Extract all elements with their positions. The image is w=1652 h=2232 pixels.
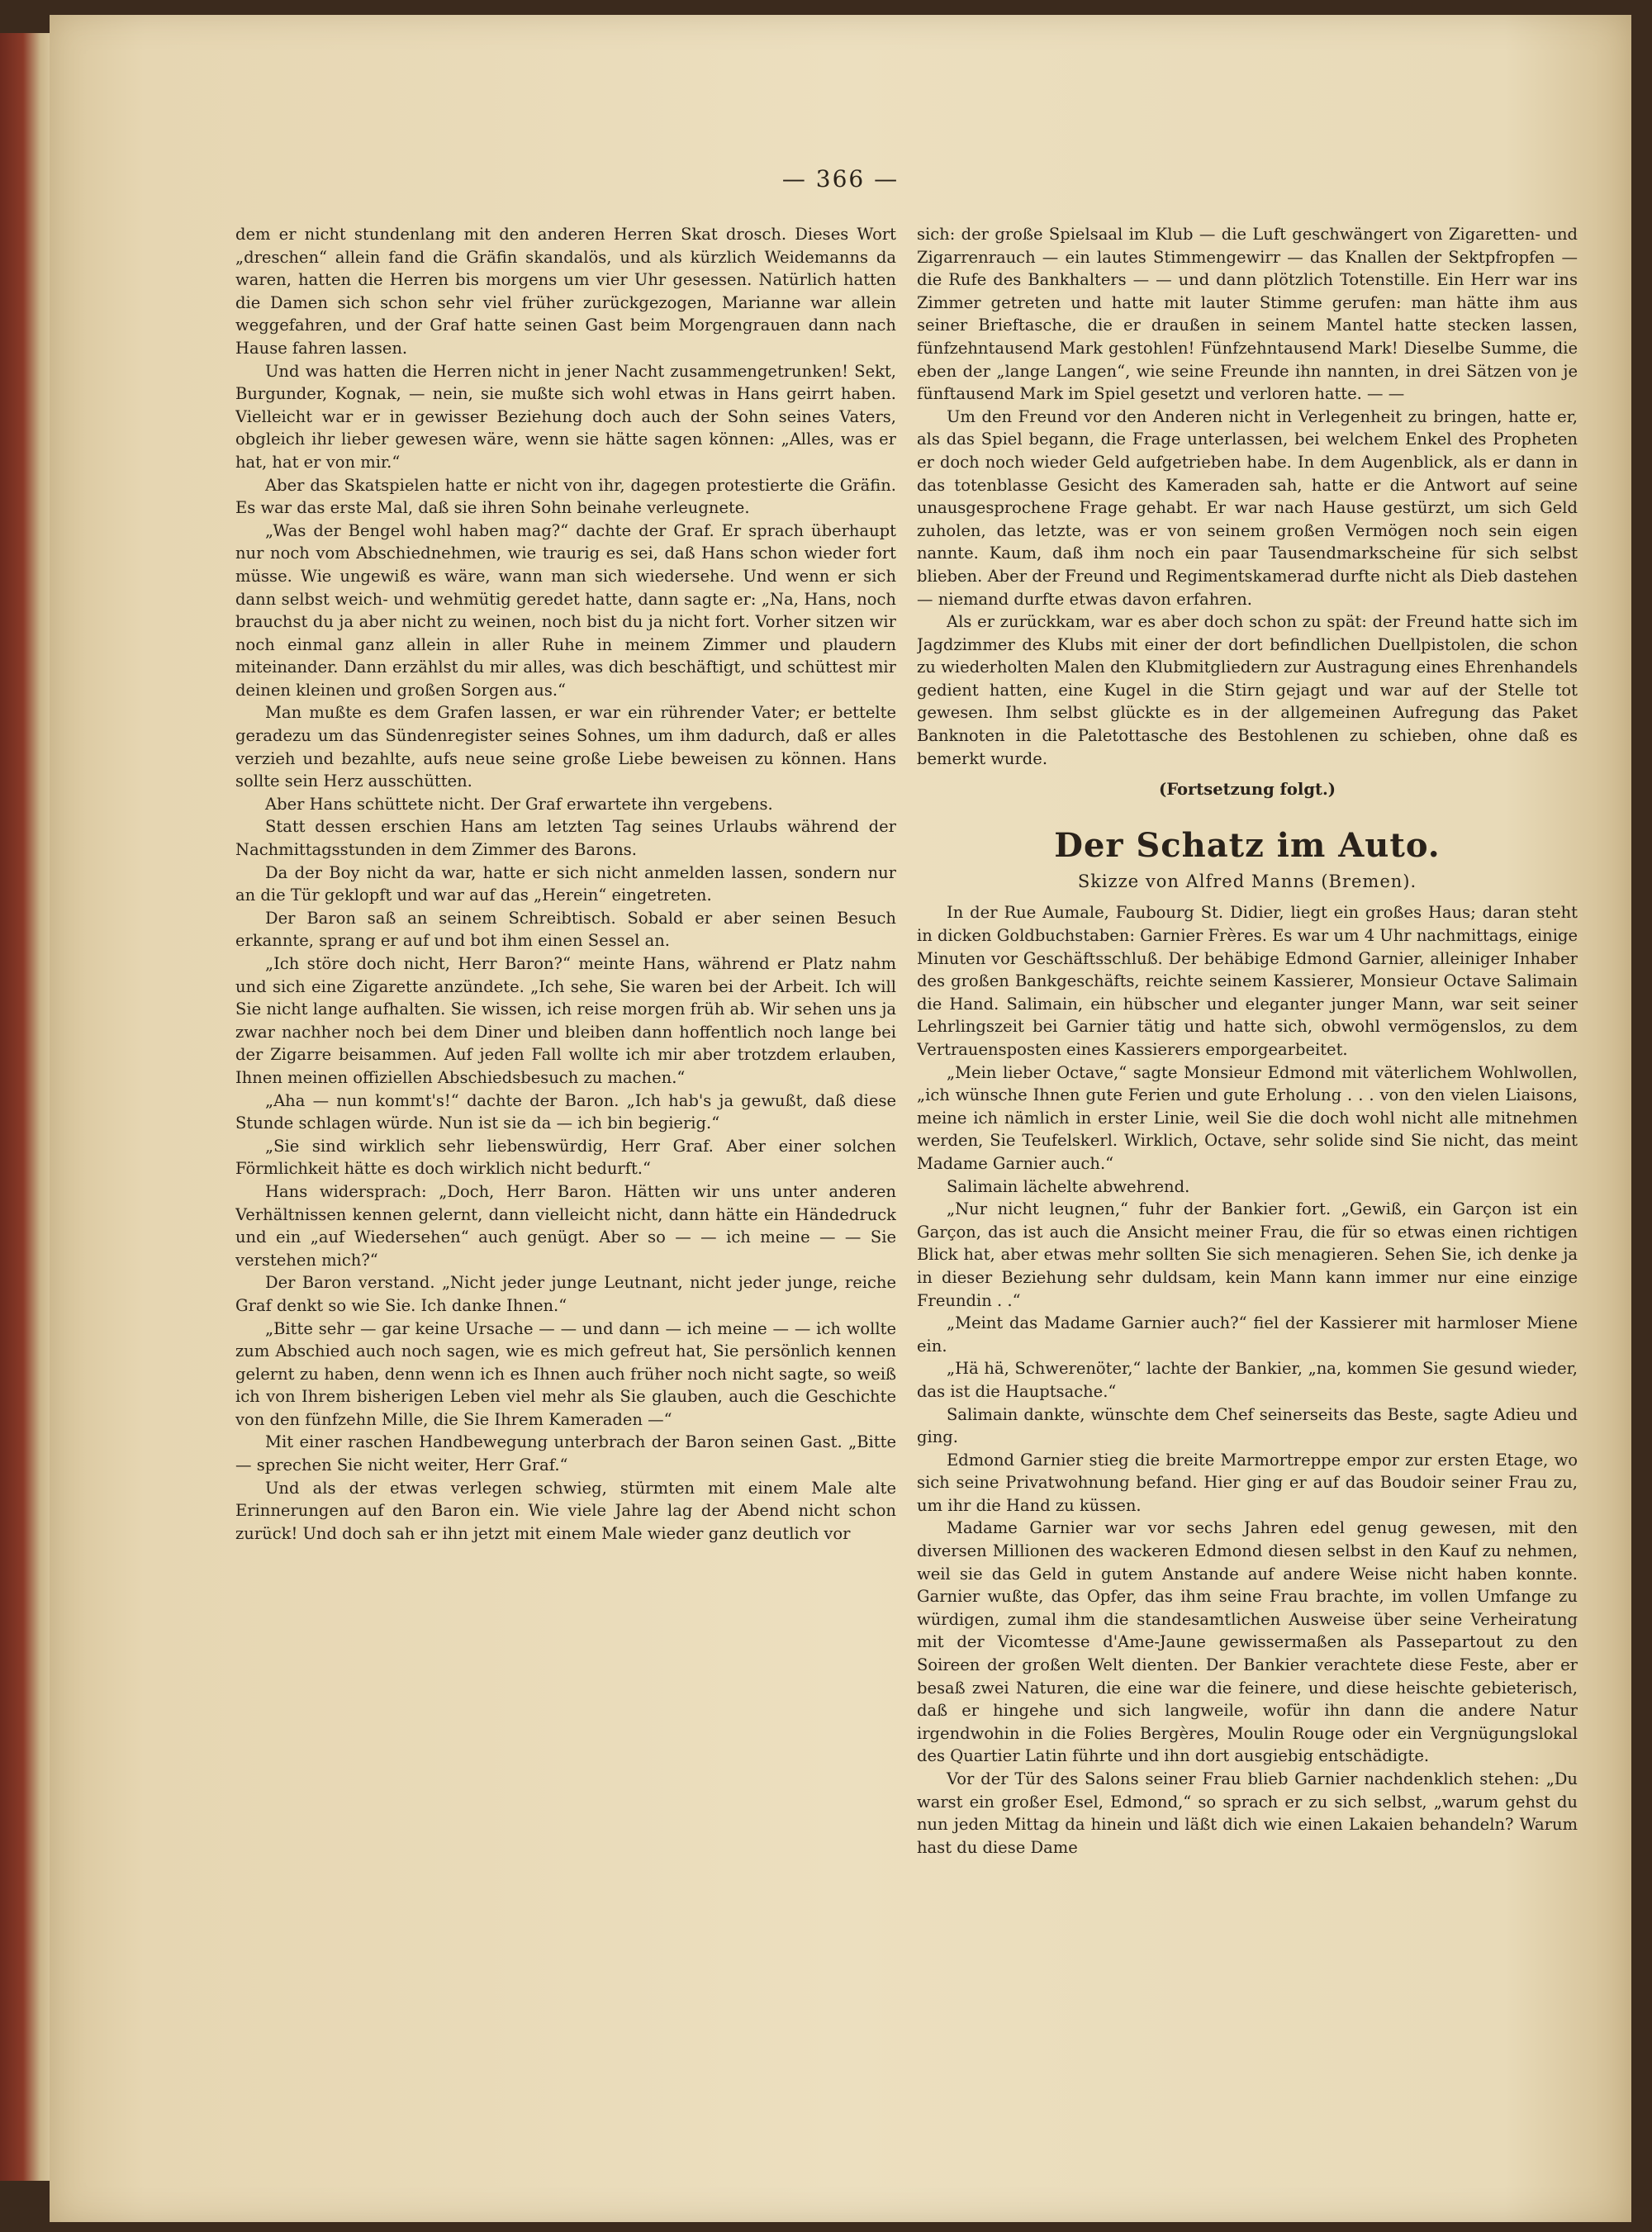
paragraph: In der Rue Aumale, Faubourg St. Didier, liegt ein großes Haus; daran steht in dicken Goldbuchstaben: Garnier Frères. Es war um 4 Uhr nachmittags, einige Minuten vor Geschäftsschluß. Der behäbige Edmond Garnier, alleiniger Inhaber des großen Bankgeschäfts, reichte seinem Kassierer, Monsieur Octave Salimain die Hand. Salimain, ein hübscher und eleganter junger Mann, war seit seiner Lehrlingszeit bei Garnier tätig und hatte sich, obwohl vermögenslos, zu dem Vertrauensposten eines Kassierers emporgearbeitet. (917, 903, 1578, 1059)
paragraph: „Mein lieber Octave,“ sagte Monsieur Edmond mit väterlichem Wohlwollen, „ich wünsche Ihnen gute Ferien und gute Erholung . . . von den vielen Liaisons, meine ich nämlich in erster Linie, weil Sie die doch wohl nicht alle mitnehmen werden, Sie Teufelskerl. Wirklich, Octave, sehr solide sind Sie nicht, das meint Madame Garnier auch.“ (917, 1062, 1578, 1173)
paragraph: „Meint das Madame Garnier auch?“ fiel der Kassierer mit harmloser Miene ein. (917, 1313, 1578, 1356)
paragraph: Aber das Skatspielen hatte er nicht von ihr, dagegen protestierte die Gräfin. Es war das erste Mal, daß sie ihren Sohn beinahe verleugnete. (235, 475, 896, 518)
paragraph: „Was der Bengel wohl haben mag?“ dachte der Graf. Er sprach überhaupt nur noch vom Abschiednehmen, wie traurig es sei, daß Hans schon wieder fort müsse. Wie ungewiß es wäre, wann man sich wiedersehe. Und wenn er sich dann selbst weich- und wehmütig geredet hatte, dann sagte er: „Na, Hans, noch brauchst du ja aber nicht zu weinen, noch bist du ja nicht fort. Vorher sitzen wir noch einmal ganz allein in aller Ruhe in meinem Zimmer und plaudern miteinander. Dann erzählst du mir alles, was dich beschäftigt, und schüttest mir deinen kleinen und großen Sorgen aus.“ (235, 520, 896, 700)
paragraph: Hans widersprach: „Doch, Herr Baron. Hätten wir uns unter anderen Verhältnissen kennen gelernt, dann vielleicht nicht, dann hätte ein Händedruck und ein „auf Wiedersehen“ auch genügt. Aber so — — ich meine — — Sie verstehen mich?“ (235, 1181, 896, 1270)
paragraph: Um den Freund vor den Anderen nicht in Verlegenheit zu bringen, hatte er, als das Spiel begann, die Frage unterlassen, bei welchem Enkel des Propheten er doch noch wieder Geld aufgetrieben habe. In dem Augenblick, als er dann in das totenblasse Gesicht des Kameraden sah, hatte er die Antwort auf seine unausgesprochene Frage gehabt. Er war nach Hause gestürzt, um sich Geld zuholen, das letzte, was er von seinem großen Vermögen noch sein eigen nannte. Kaum, daß ihm noch ein paar Tausendmarkscheine für sich selbst blieben. Aber der Freund und Regimentskamerad durfte nicht als Dieb dastehen — niemand durfte etwas davon erfahren. (917, 406, 1578, 609)
paragraph: dem er nicht stundenlang mit den anderen Herren Skat drosch. Dieses Wort „dreschen“ allein fand die Gräfin skandalös, und als kürzlich Weidemanns da waren, hatten die Herren bis morgens um vier Uhr gesessen. Natürlich hatten die Damen sich schon sehr viel früher zurückgezogen, Marianne war allein weggefahren, und der Graf hatte seinen Gast beim Morgengrauen dann nach Hause fahren lassen. (235, 225, 896, 358)
paragraph: Der Baron verstand. „Nicht jeder junge Leutnant, nicht jeder junge, reiche Graf denkt so wie Sie. Ich danke Ihnen.“ (235, 1273, 896, 1315)
paragraph: Und was hatten die Herren nicht in jener Nacht zusammengetrunken! Sekt, Burgunder, Kognak, — nein, sie mußte sich wohl etwas in Hans geirrt haben. Vielleicht war er in gewisser Beziehung doch auch der Sohn seines Vaters, obgleich ihr lieber gewesen wäre, wenn sie hätte sagen können: „Alles, was er hat, hat er von mir.“ (235, 361, 896, 472)
continuation-note: (Fortsetzung folgt.) (1159, 780, 1336, 800)
paragraph: „Hä hä, Schwerenöter,“ lachte der Bankier, „na, kommen Sie gesund wieder, das ist die Hauptsache.“ (917, 1359, 1578, 1401)
paragraph: Salimain dankte, wünschte dem Chef seinerseits das Beste, sagte Adieu und ging. (917, 1404, 1578, 1447)
paragraph: Vor der Tür des Salons seiner Frau blieb Garnier nachdenklich stehen: „Du warst ein großer Esel, Edmond,“ so sprach er zu sich selbst, „warum gehst du nun jeden Mittag da hinein und läßt dich wie einen Lakaien behandeln? Warum hast du diese Dame (917, 1769, 1578, 1857)
paragraph: „Ich störe doch nicht, Herr Baron?“ meinte Hans, während er Platz nahm und sich eine Zigarette anzündete. „Ich sehe, Sie waren bei der Arbeit. Ich will Sie nicht lange aufhalten. Sie wissen, ich reise morgen früh ab. Wir sehen uns ja zwar nachher noch bei dem Diner und bleiben dann hoffentlich noch lange bei der Zigarre beisammen. Auf jeden Fall wollte ich mir aber trotzdem erlauben, Ihnen meinen offiziellen Abschiedsbesuch zu machen.“ (235, 954, 896, 1087)
story-title: Der Schatz im Auto. (1054, 825, 1441, 865)
paragraph: Madame Garnier war vor sechs Jahren edel genug gewesen, mit den diversen Millionen des wackeren Edmond diesen selbst in den Kauf zu nehmen, weil sie das Geld in gutem Anstande auf andere Weise nicht haben konnte. Garnier wußte, das Opfer, das ihm seine Frau brachte, im vollen Umfange zu würdigen, zumal ihm die standesamtlichen Ausweise über seine Verheiratung mit der Vicomtesse d'Ame-Jaune gewissermaßen als Passepartout zu den Soireen der großen Welt dienten. Der Bankier verachtete diese Feste, aber er besaß zwei Naturen, die eine war die feinere, und diese heischte gebieterisch, daß er hingehe und sich langweile, wofür ihn dann die andere Natur irgendwohin in die Folies Bergères, Moulin Rouge oder ein Vergnügungslokal des Quartier Latin führte und ihn dort ausgiebig entschädigte. (917, 1518, 1578, 1766)
right-column (917, 223, 1578, 2197)
left-column (235, 223, 896, 2197)
story-byline: Skizze von Alfred Manns (Bremen). (1077, 871, 1417, 891)
paragraph: „Nur nicht leugnen,“ fuhr der Bankier fort. „Gewiß, ein Garçon ist ein Garçon, das ist auch die Ansicht meiner Frau, die für so etwas einen richtigen Blick hat, aber etwas mehr sollten Sie sich menagieren. Sehen Sie, ich denke ja in dieser Beziehung sehr duldsam, kein Mann kann immer nur eine einzige Freundin . .“ (917, 1199, 1578, 1310)
paragraph: „Bitte sehr — gar keine Ursache — — und dann — ich meine — — ich wollte zum Abschied auch noch sagen, wie es mich gefreut hat, Sie persönlich kennen gelernt zu haben, denn wenn ich es Ihnen auch früher noch nicht sagte, so weiß ich von Ihrem bisherigen Leben viel mehr als Sie glauben, auch die Geschichte von den fünfzehn Mille, die Sie Ihrem Kameraden —“ (235, 1318, 896, 1429)
paragraph: Aber Hans schüttete nicht. Der Graf erwartete ihn vergebens. (265, 794, 773, 814)
paragraph: „Sie sind wirklich sehr liebenswürdig, Herr Graf. Aber einer solchen Förmlichkeit hätte es doch wirklich nicht bedurft.“ (235, 1136, 896, 1179)
page-number: — 366 — (781, 165, 900, 192)
paragraph: Statt dessen erschien Hans am letzten Tag seines Urlaubs während der Nachmittagsstunden in dem Zimmer des Barons. (235, 817, 896, 860)
newspaper-page (50, 15, 1631, 2222)
paragraph: Als er zurückkam, war es aber doch schon zu spät: der Freund hatte sich im Jagdzimmer des Klubs mit einer der dort befindlichen Duellpistolen, die schon zu wiederholten Malen den Klubmitgliedern zur Austragung eines Ehrenhandels gedient hatten, eine Kugel in die Stirn gejagt und war auf der Stelle tot gewesen. Ihm selbst glückte es in der allgemeinen Aufregung das Paket Banknoten in die Paletottasche des Bestohlenen zu schieben, ohne daß es bemerkt wurde. (917, 612, 1578, 768)
paragraph: „Aha — nun kommt's!“ dachte der Baron. „Ich hab's ja gewußt, daß diese Stunde schlagen würde. Nun ist sie da — ich bin begierig.“ (235, 1090, 896, 1133)
paragraph: Und als der etwas verlegen schwieg, stürmten mit einem Male alte Erinnerungen auf den Baron ein. Wie viele Jahre lag der Abend nicht schon zurück! Und doch sah er ihn jetzt mit einem Male wieder ganz deutlich vor (235, 1478, 896, 1543)
paragraph: sich: der große Spielsaal im Klub — die Luft geschwängert von Zigaretten- und Zigarrenrauch — ein lautes Stimmengewirr — das Knallen der Sektpfropfen — die Rufe des Bankhalters — — und dann plötzlich Totenstille. Ein Herr war ins Zimmer getreten und hatte mit lauter Stimme gerufen: man hätte ihm aus seiner Brieftasche, die er draußen in seinem Mantel hatte stecken lassen, fünfzehntausend Mark gestohlen! Fünfzehntausend Mark! Dieselbe Summe, die eben der „lange Langen“, wie seine Freunde ihn nannten, in drei Sätzen von je fünftausend Mark im Spiel gesetzt und verloren hatte. — — (917, 225, 1578, 404)
paragraph: Da der Boy nicht da war, hatte er sich nicht anmelden lassen, sondern nur an die Tür geklopft und war auf das „Herein“ eingetreten. (235, 862, 896, 905)
paragraph: Mit einer raschen Handbewegung unterbrach der Baron seinen Gast. „Bitte — sprechen Sie nicht weiter, Herr Graf.“ (235, 1432, 896, 1475)
paragraph: Salimain lächelte abwehrend. (947, 1176, 1190, 1196)
paragraph: Edmond Garnier stieg die breite Marmortreppe empor zur ersten Etage, wo sich seine Privatwohnung befand. Hier ging er auf das Boudoir seiner Frau zu, um ihr die Hand zu küssen. (917, 1450, 1578, 1515)
paragraph: Der Baron saß an seinem Schreibtisch. Sobald er aber seinen Besuch erkannte, sprang er auf und bot ihm einen Sessel an. (235, 908, 896, 951)
paragraph: Man mußte es dem Grafen lassen, er war ein rührender Vater; er bettelte geradezu um das Sündenregister seines Sohnes, um ihm dadurch, daß er alles verzieh und bezahlte, aufs neue seine große Liebe beweisen zu können. Hans sollte sein Herz ausschütten. (235, 703, 896, 791)
